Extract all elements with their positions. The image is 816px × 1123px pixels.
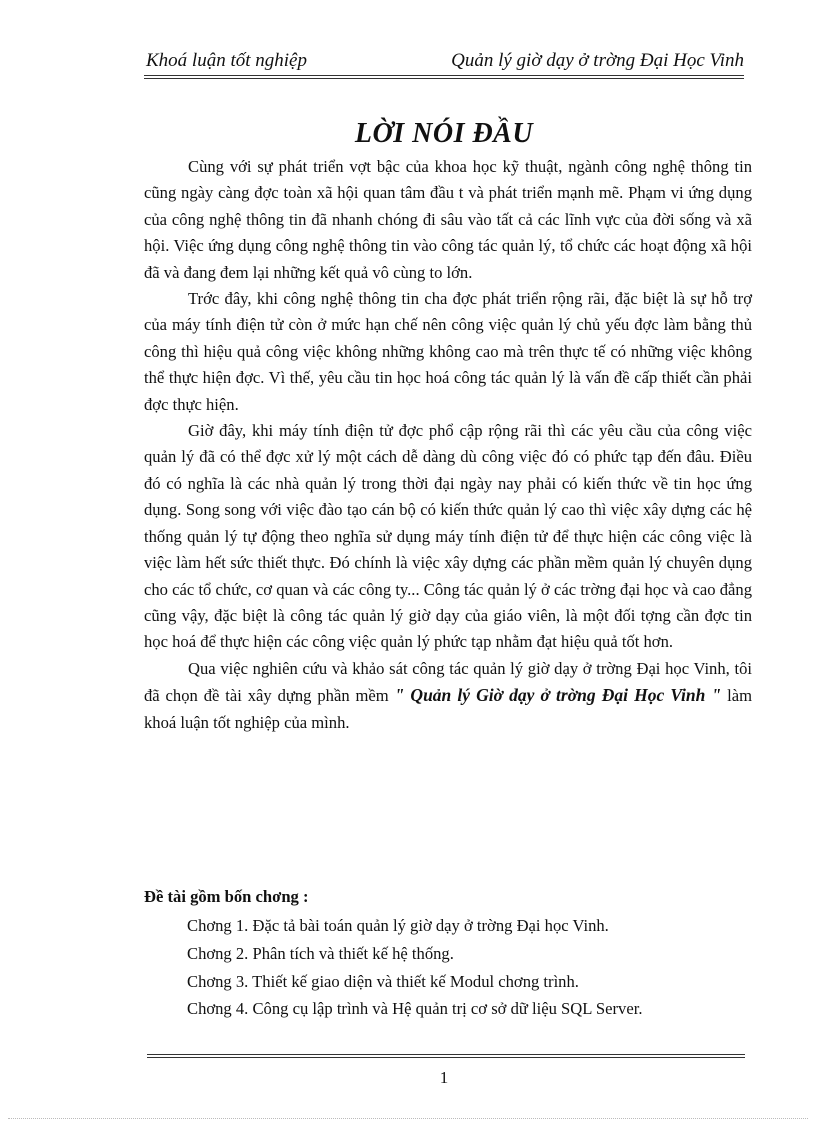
footer-rule-lower: [147, 1057, 745, 1058]
body-text: [144, 154, 752, 736]
chapter-item: Chơng 4. Công cụ lập trình và Hệ quản trị cơ sở dữ liệu SQL Server.: [187, 999, 643, 1019]
outline-heading: Đề tài gồm bốn chơng :: [144, 887, 309, 906]
paragraph-3: Giờ đây, khi máy tính điện tử đợc phổ cập rộng rãi thì các yêu cầu của công việc quản lý đã có thể đợc xử lý một cách dễ dàng dù công việc đó có phức tạp đến đâu. Điều đó có nghĩa là các nhà quản lý trong thời đại ngày nay phải có kiến thức về tin học ứng dụng. Song song với việc đào tạo cán bộ có kiến thức quản lý cao thì việc xây dựng các hệ thống quản lý tự động theo nghĩa sử dụng máy tính điện tử để thực hiện các công việc là việc làm hết sức thiết thực. Đó chính là việc xây dựng các phần mềm quản lý chuyên dụng cho các tổ chức, cơ quan và các công ty... Công tác quản lý ở các trờng đại học và cao đẳng cũng vậy, đặc biệt là công tác quản lý giờ dạy của giáo viên, là một đối tợng cần đợc tin học hoá để thực hiện các công việc quản lý phức tạp nhằm đạt hiệu quả tốt hơn.: [144, 421, 752, 652]
closing-text-after: làm khoá luận tốt nghiệp của mình.: [144, 686, 752, 732]
page-bottom-edge: [8, 1118, 808, 1119]
chapter-item: Chơng 3. Thiết kế giao diện và thiết kế Modul chơng trình.: [187, 971, 579, 991]
page-title: LỜI NÓI ĐẦU: [354, 118, 534, 149]
chapter-list: [187, 912, 747, 1023]
header-rule-upper: [144, 75, 744, 76]
paragraph-closing: [144, 656, 752, 736]
footer-rule-upper: [147, 1054, 745, 1055]
paragraph-1: Cùng với sự phát triển vợt bậc của khoa học kỹ thuật, ngành công nghệ thông tin cũng ngày càng đợc toàn xã hội quan tâm đầu t và phát triển mạnh mẽ. Phạm vi ứng dụng của công nghệ thông tin đã nhanh chóng đi sâu vào tất cả các lĩnh vực của đời sống và xã hội. Việc ứng dụng công nghệ thông tin vào công tác quản lý, tổ chức các hoạt động xã hội đã và đang đem lại những kết quả vô cùng to lớn.: [144, 157, 752, 282]
chapter-item: Chơng 1. Đặc tả bài toán quản lý giờ dạy ở trờng Đại học Vinh.: [187, 916, 609, 935]
header-rule-lower: [144, 78, 744, 79]
chapter-item: Chơng 2. Phân tích và thiết kế hệ thống.: [187, 943, 454, 963]
running-header: [144, 50, 744, 74]
header-right-text: Quản lý giờ dạy ở trờng Đại Học Vinh: [451, 50, 744, 71]
header-left-text: Khoá luận tốt nghiệp: [146, 50, 307, 71]
paragraph-2: Trớc đây, khi công nghệ thông tin cha đợc phát triển rộng rãi, đặc biệt là sự hỗ trợ của máy tính điện tử còn ở mức hạn chế nên công việc quản lý chủ yếu đợc làm bằng thủ công thì hiệu quả công việc không những không cao mà trên thực tế có những việc không thể thực hiện đợc. Vì thế, yêu cầu tin học hoá công tác quản lý là vấn đề cấp thiết cần phải đợc thực hiện.: [144, 289, 752, 414]
closing-text-before: Qua việc nghiên cứu và khảo sát công tác quản lý giờ dạy ở trờng Đại học Vinh, tôi đã chọn đề tài xây dựng phần mềm: [144, 658, 752, 706]
thesis-title: " Quản lý Giờ dạy ở trờng Đại Học Vinh ": [394, 685, 722, 706]
page-number: 1: [439, 1068, 449, 1087]
